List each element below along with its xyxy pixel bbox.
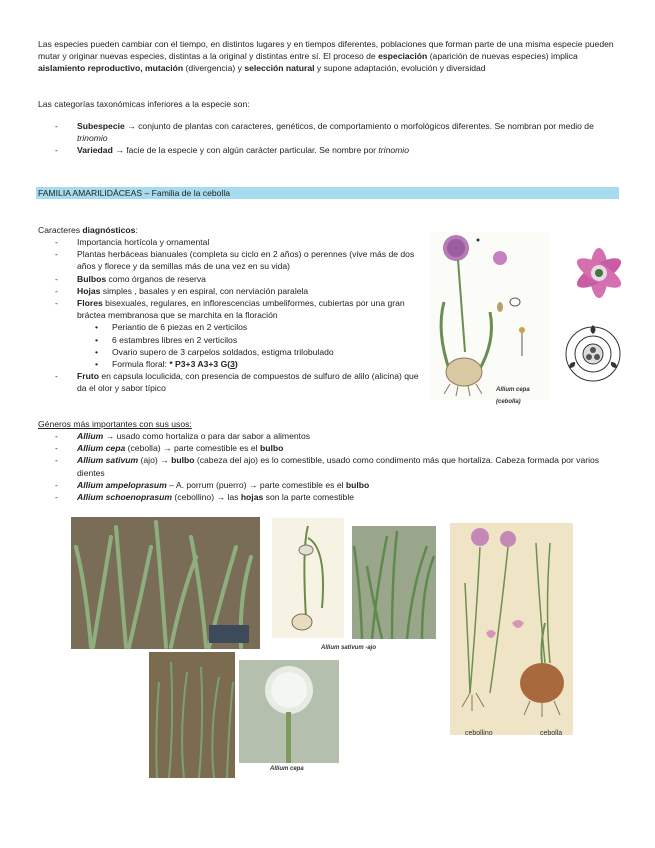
cepa-photo-caption: Allium cepa (270, 766, 304, 772)
allium-cepa-diagram (430, 232, 550, 406)
list-item: - Hojas simples , basales y en espiral, con nerviación paralela (55, 285, 309, 296)
garlic-field-photo (352, 526, 436, 639)
list-item: - Allium → usado como hortaliza o para dar sabor a alimentos (55, 431, 311, 441)
cebollino-caption: cebollino (465, 730, 493, 737)
cebolla-caption: cebolla (540, 730, 563, 737)
floral-formula: • Formula floral: * P3+3 A3+3 G(3) (95, 359, 238, 370)
sub-list-item: • Periantio de 6 piezas en 2 verticilos (95, 322, 248, 333)
sub-list-item: • Ovario supero de 3 carpelos soldados, estigma trilobulado (95, 346, 334, 357)
onion-flower-photo (239, 660, 339, 763)
categories-list (55, 120, 625, 157)
categories-heading: Las categorías taxonómicas inferiores a la especie son: (38, 99, 250, 109)
sub-list-item: • 6 estambres libres en 2 verticilos (95, 334, 238, 345)
diagnostic-heading: Caracteres diagnósticos: (38, 225, 138, 235)
intro-paragraph: Las especies pueden cambiar con el tiempo, en distintos lugares y en tiempos diferentes, poblaciones que forman parte de una misma especie pueden mutar y originar nuevas especies, distintas a la original y distintas entre sí. El proceso de especiación (aparición de nuevas especies) implica aislamiento reproductivo, mutación (divergencia) y selección natural y supone adaptación, evolución y diversidad (38, 39, 614, 74)
list-item: - Importancia hortícola y ornamental (55, 237, 210, 247)
onion-field-photo (149, 652, 235, 778)
list-item: - Allium schoenoprasum (cebollino) → las hojas son la parte comestible (55, 492, 355, 503)
leek-field-photo (71, 517, 260, 649)
sativum-caption: Allium sativum -ajo (321, 645, 377, 651)
list-item: - Allium sativum (ajo) → bulbo (cabeza del ajo) es lo comestible, usado como condimento más que hortaliza. Cabeza formada por varios dientes (55, 455, 600, 478)
genera-list (55, 430, 625, 503)
flower-photo (560, 237, 638, 309)
garlic-drawing (272, 518, 344, 638)
floral-diagram (562, 314, 624, 394)
list-item: - Subespecie → conjunto de plantas con caracteres, genéticos, de comportamiento o morfológicos diferentes. Se nombran por medio de trinomio (55, 121, 594, 144)
section-banner: FAMILIA AMARILIDÁCEAS – Familia de la cebolla (36, 187, 619, 199)
list-item: - Flores bisexuales, regulares, en inflorescencias umbeliformes, cubiertas por una gran bráctea membranosa que se marchita en la floración (55, 298, 405, 321)
list-item: - Variedad → facie de la especie y con algún carácter particular. Se nombre por trinomio (55, 145, 409, 156)
list-item: - Plantas herbáceas bianuales (completa su ciclo en 2 años) o perennes (vive más de dos años y florece y da semillas más de una vez en su vida) (55, 249, 415, 272)
botanical-plate (450, 523, 573, 735)
list-item: - Allium ampeloprasum – A. porrum (puerro) → parte comestible es el bulbo (55, 479, 370, 490)
genera-heading: Géneros más importantes con sus usos: (38, 419, 192, 429)
list-item: - Fruto en capsula loculicida, con presencia de compuestos de sulfuro de alilo (alicina) que da el olor y sabor típico (55, 371, 419, 394)
list-item: - Bulbos como órganos de reserva (55, 273, 206, 284)
diagram-caption: Allium cepa (cebolla) (496, 387, 530, 406)
diagnostic-list (55, 236, 425, 395)
list-item: - Allium cepa (cebolla) → parte comestible es el bulbo (55, 443, 284, 454)
